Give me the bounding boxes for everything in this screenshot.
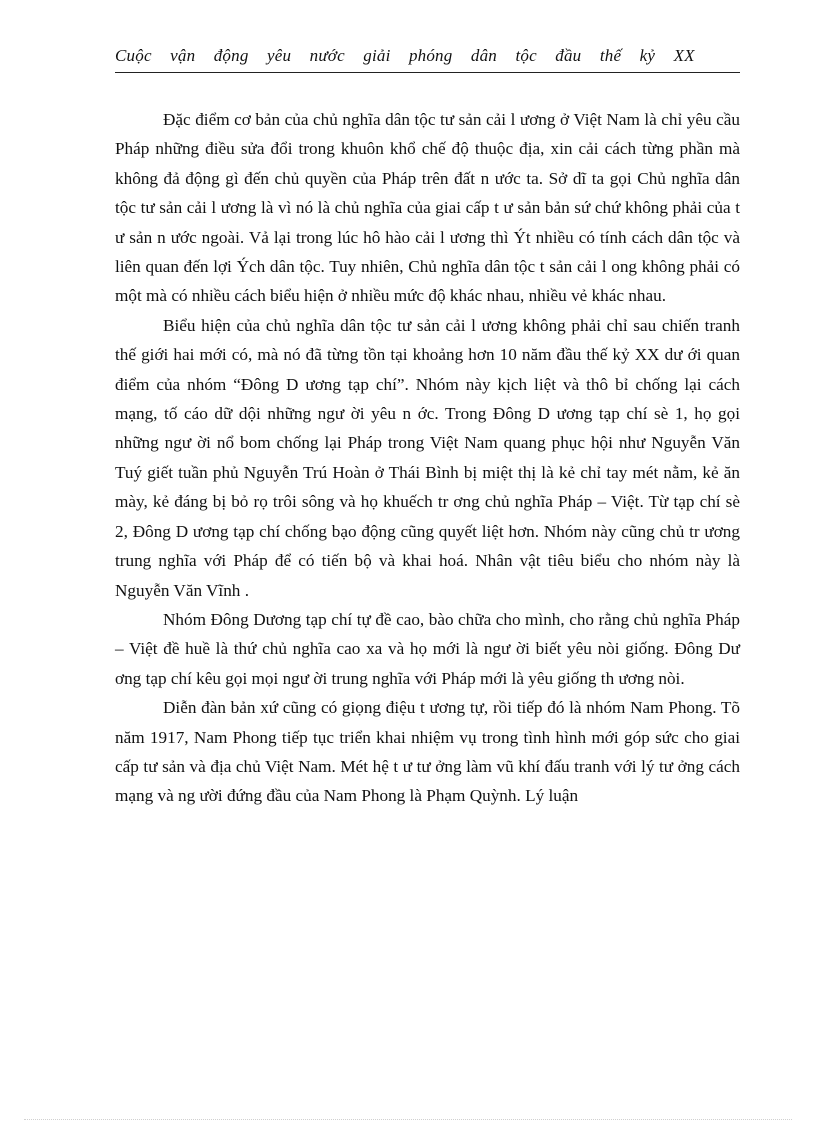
paragraph: Diễn đàn bản xứ cũng có giọng điệu t ương tự, rồi tiếp đó là nhóm Nam Phong. Tõ năm 1917, Nam Phong tiếp tục triển khai nhiệm vụ trong tình hình mới góp sức cho giai cấp tư sản và địa chủ Việt Nam. Mét hệ t ư tư ởng làm vũ khí đấu tranh với lý tư ởng cách mạng và ng ười đứng đầu của Nam Phong là Phạm Quỳnh. Lý luận <box>115 698 740 806</box>
paragraph: Biểu hiện của chủ nghĩa dân tộc tư sản cải l ương không phải chỉ sau chiến tranh thế giới hai mới có, mà nó đã từng tồn tại khoảng hơn 10 năm đầu thế kỷ XX dư ới quan điểm của nhóm “Đông D ương tạp chí”. Nhóm này kịch liệt và thô bỉ chống lại cách mạng, tố cáo dữ dội những ngư ời yêu n ớc. Trong Đông D ương tạp chí sè 1, họ gọi những ngư ời nổ bom chống lại Pháp trong Việt Nam quang phục hội như Nguyễn Văn Tuý giết tuần phủ Nguyễn Trú Hoàn ở Thái Bình bị miệt thị là kẻ chỉ tay mét nằm, kẻ ăn mày, kẻ đáng bị bỏ rọ trôi sông và họ khuếch tr ơng chủ nghĩa Pháp – Việt. Từ tạp chí sè 2, Đông D ương tạp chí chống bạo động cũng quyết liệt hơn. Nhóm này cũng chủ tr ương trung nghĩa với Pháp để có tiến bộ và khai hoá. Nhân vật tiêu biểu cho nhóm này là Nguyễn Văn Vĩnh . <box>115 315 740 600</box>
document-body <box>115 105 740 811</box>
page-bottom-divider <box>24 1119 792 1120</box>
running-header-title: Cuộc vận động yêu nước giải phóng dân tộc đầu thế kỷ XX <box>115 46 695 65</box>
page-header <box>115 44 740 73</box>
paragraph: Nhóm Đông Dương tạp chí tự đề cao, bào chữa cho mình, cho rằng chủ nghĩa Pháp – Việt đề huề là thứ chủ nghĩa cao xa và họ mới là ngư ời biết yêu nòi giống. Đông Dư ơng tạp chí kêu gọi mọi ngư ời trung nghĩa với Pháp mới là yêu giống th ương nòi. <box>115 609 740 688</box>
paragraph: Đặc điểm cơ bản của chủ nghĩa dân tộc tư sản cải l ương ở Việt Nam là chỉ yêu cầu Pháp những điều sửa đổi trong khuôn khổ chế độ thuộc địa, xin cải cách từng phần mà không đả động gì đến chủ quyền của Pháp trên đất n ước ta. Sở dĩ ta gọi Chủ nghĩa dân tộc tư sản cải l ương là vì nó là chủ nghĩa của giai cấp t ư sản bản sứ chứ không phải của t ư sản n ước ngoài. Vả lại trong lúc hô hào cải l ương thì Ýt nhiều có tính cách dân tộc và liên quan đến lợi Ých dân tộc. Tuy nhiên, Chủ nghĩa dân tộc t sản cải l ong không phải có một mà có nhiều cách biểu hiện ở nhiều mức độ khác nhau, nhiều vẻ khác nhau. <box>115 110 740 306</box>
